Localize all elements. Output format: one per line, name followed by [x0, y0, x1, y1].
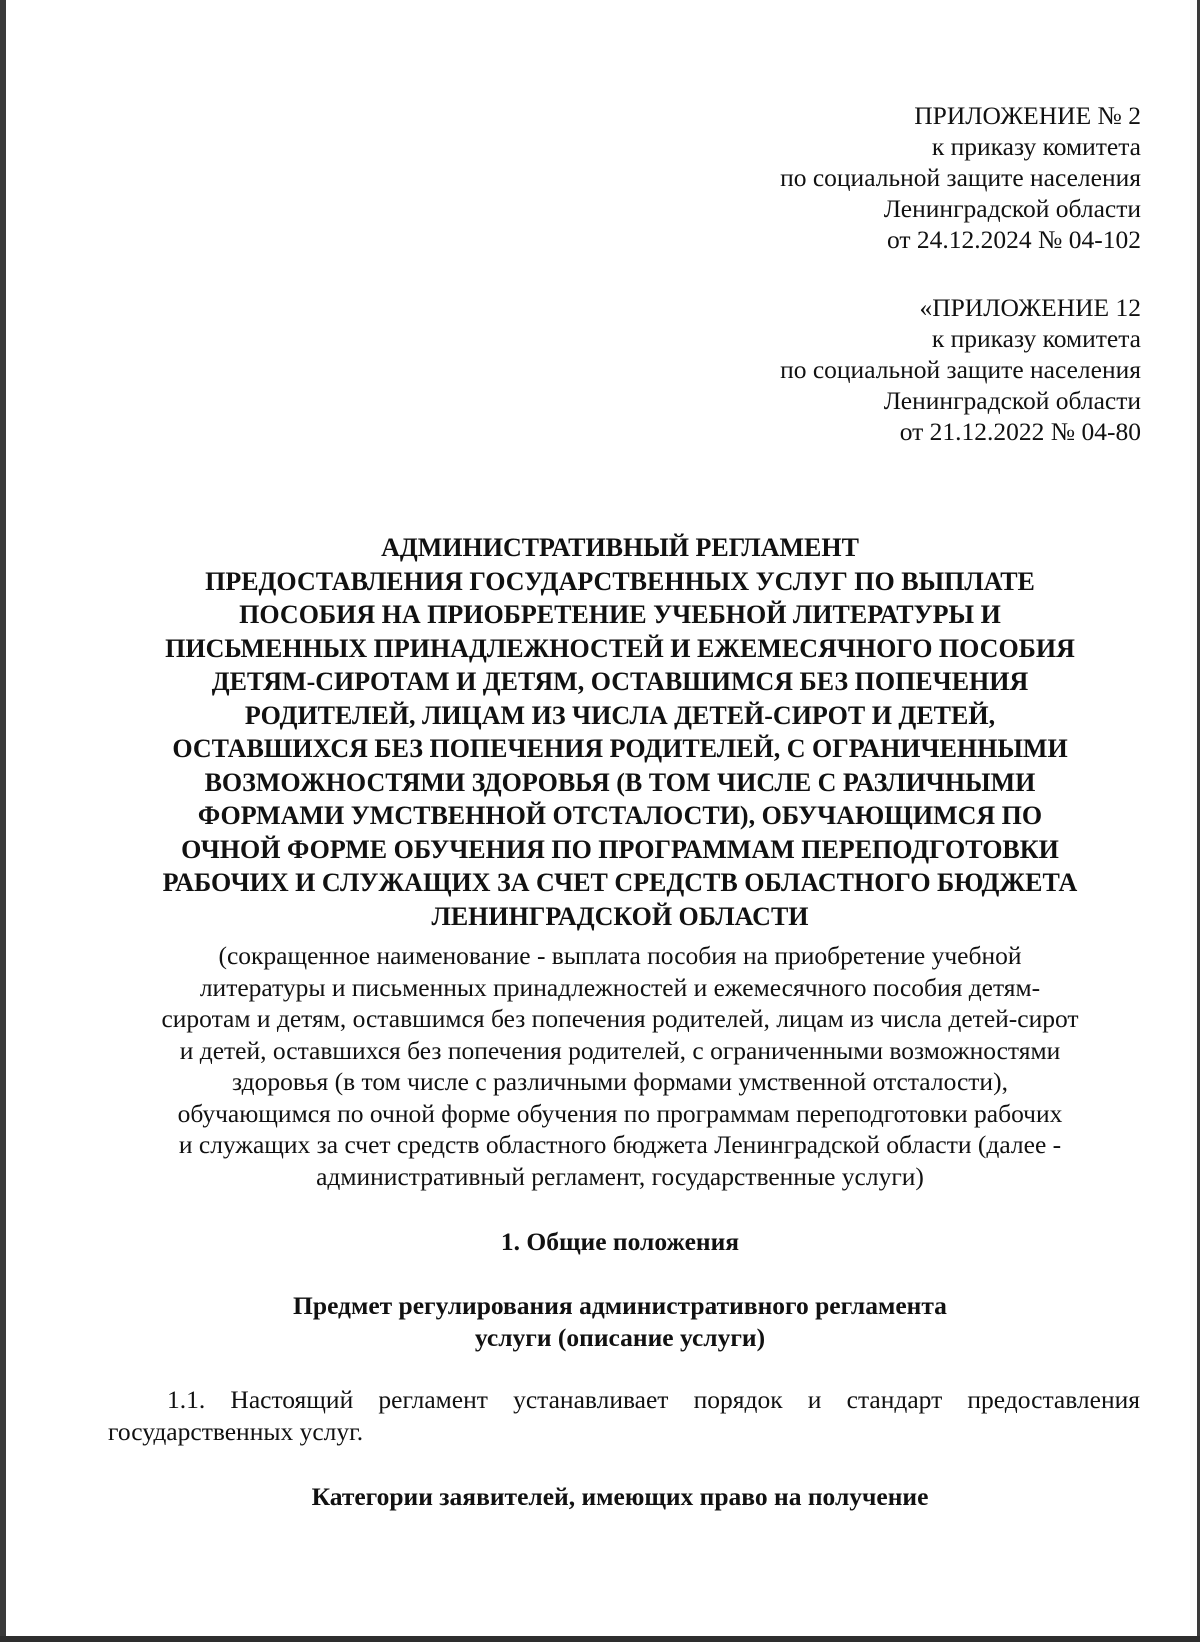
- appendix-original-line: к приказу комитета: [931, 324, 1141, 353]
- paragraph-1-1: [108, 1384, 1140, 1447]
- appendix-current-header: [780, 100, 1141, 255]
- scan-edge-bottom: [0, 1636, 1200, 1642]
- short-name-line: сиротам и детям, оставшимся без попечения родителей, лицам из числа детей-сирот: [161, 1004, 1079, 1033]
- title-line: ОСТАВШИХСЯ БЕЗ ПОПЕЧЕНИЯ РОДИТЕЛЕЙ, С ОГРАНИЧЕННЫМИ: [172, 734, 1068, 763]
- subsection-heading-line: Предмет регулирования административного регламента: [293, 1291, 947, 1320]
- short-name-line: и служащих за счет средств областного бюджета Ленинградской области (далее -: [178, 1130, 1062, 1159]
- document-title: [100, 531, 1140, 933]
- title-line: ПРЕДОСТАВЛЕНИЯ ГОСУДАРСТВЕННЫХ УСЛУГ ПО ВЫПЛАТЕ: [205, 566, 1035, 596]
- title-line: РОДИТЕЛЕЙ, ЛИЦАМ ИЗ ЧИСЛА ДЕТЕЙ-СИРОТ И ДЕТЕЙ,: [244, 700, 996, 730]
- section-heading: 1. Общие положения: [500, 1227, 740, 1256]
- title-line: ЛЕНИНГРАДСКОЙ ОБЛАСТИ: [431, 901, 809, 931]
- appendix-original-line: Ленинградской области: [883, 386, 1141, 415]
- title-line: АДМИНИСТРАТИВНЫЙ РЕГЛАМЕНТ: [381, 533, 859, 562]
- short-name-block: [100, 940, 1140, 1192]
- short-name-line: административный регламент, государственные услуги): [316, 1161, 924, 1191]
- appendix-original-line: по социальной защите населения: [780, 355, 1141, 384]
- title-line: ФОРМАМИ УМСТВЕННОЙ ОТСТАЛОСТИ), ОБУЧАЮЩИМСЯ ПО: [197, 801, 1043, 830]
- title-line: ВОЗМОЖНОСТЯМИ ЗДОРОВЬЯ (В ТОМ ЧИСЛЕ С РАЗЛИЧНЫМИ: [204, 767, 1036, 797]
- title-line: ДЕТЯМ-СИРОТАМ И ДЕТЯМ, ОСТАВШИМСЯ БЕЗ ПОПЕЧЕНИЯ: [211, 667, 1029, 696]
- appendix-current-line: Ленинградской области: [883, 194, 1141, 223]
- short-name-line: обучающимся по очной форме обучения по программам переподготовки рабочих: [177, 1098, 1063, 1128]
- appendix-original-line: «ПРИЛОЖЕНИЕ 12: [919, 293, 1141, 322]
- short-name-line: здоровья (в том числе с различными формами умственной отсталости),: [232, 1067, 1008, 1096]
- subsection-heading: [100, 1290, 1140, 1354]
- title-line: ОЧНОЙ ФОРМЕ ОБУЧЕНИЯ ПО ПРОГРАММАМ ПЕРЕПОДГОТОВКИ: [181, 834, 1059, 864]
- title-line: ПИСЬМЕННЫХ ПРИНАДЛЕЖНОСТЕЙ И ЕЖЕМЕСЯЧНОГО ПОСОБИЯ: [165, 633, 1075, 663]
- short-name-line: (сокращенное наименование - выплата пособия на приобретение учебной: [218, 941, 1022, 970]
- subsection-heading: Категории заявителей, имеющих право на получение: [311, 1482, 929, 1511]
- paragraph-line: 1.1. Настоящий регламент устанавливает порядок и стандарт предоставления: [167, 1385, 1140, 1414]
- title-line: ПОСОБИЯ НА ПРИОБРЕТЕНИЕ УЧЕБНОЙ ЛИТЕРАТУРЫ И: [239, 600, 1001, 629]
- subsection-heading-line: услуги (описание услуги): [474, 1323, 766, 1352]
- appendix-current-line: от 24.12.2024 № 04-102: [886, 225, 1141, 254]
- appendix-original-header: [780, 292, 1141, 447]
- short-name-line: литературы и письменных принадлежностей и ежемесячного пособия детям-: [199, 972, 1041, 1002]
- short-name-line: и детей, оставшихся без попечения родителей, с ограниченными возможностями: [179, 1035, 1061, 1065]
- appendix-original-line: от 21.12.2022 № 04-80: [899, 417, 1141, 446]
- appendix-current-line: к приказу комитета: [931, 132, 1141, 161]
- paragraph-line: государственных услуг.: [108, 1416, 364, 1446]
- appendix-current-line: ПРИЛОЖЕНИЕ № 2: [914, 101, 1141, 130]
- title-line: РАБОЧИХ И СЛУЖАЩИХ ЗА СЧЕТ СРЕДСТВ ОБЛАСТНОГО БЮДЖЕТА: [162, 868, 1078, 897]
- appendix-current-line: по социальной защите населения: [780, 163, 1141, 192]
- scan-edge-left: [0, 0, 6, 1642]
